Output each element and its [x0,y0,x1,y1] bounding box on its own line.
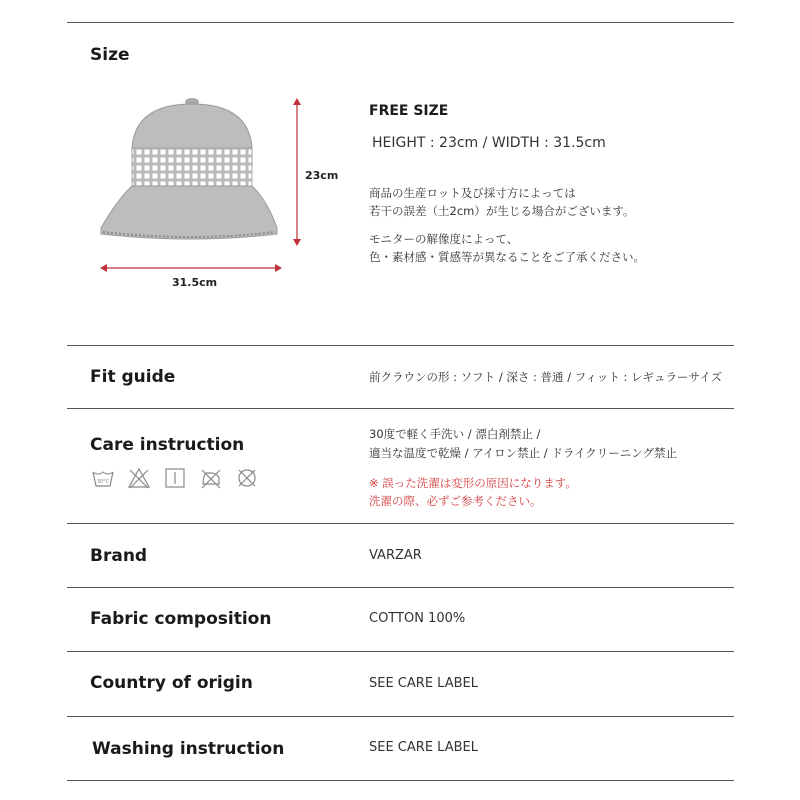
divider-bottom [67,780,734,781]
size-note-1b: 若干の誤差（土2cm）が生じる場合がございます。 [369,204,635,218]
fit-guide-heading: Fit guide [90,367,176,387]
no-dry-clean-icon [235,467,259,489]
size-dimensions: HEIGHT : 23cm / WIDTH : 31.5cm [372,135,606,151]
no-bleach-icon [127,467,151,489]
divider-top [67,22,734,23]
fit-guide-value: 前クラウンの形 : ソフト / 深さ : 普通 / フィット : レギュラーサイズ [369,370,723,384]
divider-size [67,345,734,346]
divider-fabric [67,651,734,652]
care-icons [91,467,259,489]
brand-heading: Brand [90,546,148,566]
no-iron-icon [199,467,223,489]
tumble-dry-icon [163,467,187,489]
origin-heading: Country of origin [90,673,253,693]
size-note-2b: 色・素材感・質感等が異なることをご了承ください。 [369,250,645,264]
care-heading: Care instruction [90,435,245,455]
free-size-title: FREE SIZE [369,103,449,119]
width-dimension-label: 31.5cm [172,276,218,289]
care-warning-2: 洗濯の際、必ずご参考ください。 [369,494,542,508]
origin-value: SEE CARE LABEL [369,676,478,691]
divider-brand [67,587,734,588]
washing-value: SEE CARE LABEL [369,740,478,755]
fabric-heading: Fabric composition [90,609,272,629]
fabric-value: COTTON 100% [369,611,466,626]
size-heading: Size [90,45,130,65]
care-line-2: 適当な温度で乾燥 / アイロン禁止 / ドライクリーニング禁止 [369,446,678,460]
wash-temp-label: 30°C [96,479,110,485]
washing-heading: Washing instruction [92,739,285,759]
brand-value: VARZAR [369,548,422,563]
care-warning-1: ※ 誤った洗濯は変形の原因になります。 [369,476,577,490]
hand-wash-icon [91,467,115,489]
divider-origin [67,716,734,717]
size-note-2a: モニターの解像度によって、 [369,232,519,246]
height-dimension-label: 23cm [305,169,339,182]
hat-illustration [95,92,345,292]
divider-care [67,523,734,524]
divider-fit [67,408,734,409]
care-line-1: 30度で軽く手洗い / 漂白剤禁止 / [369,427,541,441]
size-note-1a: 商品の生産ロット及び採寸方によっては [369,186,576,200]
